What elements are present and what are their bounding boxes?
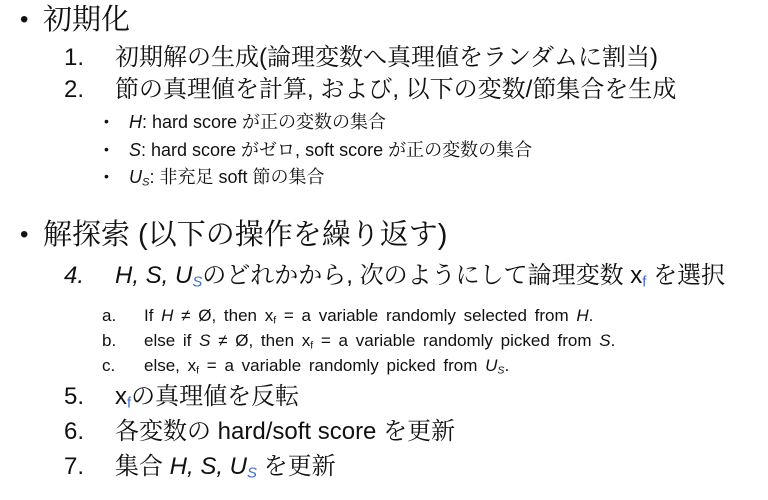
set-symbol: S [599, 331, 611, 350]
item-letter: c. [102, 356, 116, 375]
bullet-icon: • [20, 221, 29, 248]
variable-subscript: f [127, 395, 132, 412]
list-item-2 [64, 76, 676, 104]
item-text: : 非充足 soft 節の集合 [149, 167, 325, 187]
section-search-title-row [20, 219, 447, 252]
item-text: else, x [144, 356, 197, 375]
bullet-icon: • [20, 6, 29, 33]
list-item-4 [64, 262, 725, 291]
item-text: ≠ Ø, then x [210, 331, 311, 350]
item-text: を選択 [646, 262, 726, 289]
item-letter: b. [102, 331, 117, 350]
set-symbol: U [485, 356, 498, 375]
item-text: x [115, 383, 127, 410]
variable-subscript: f [273, 314, 277, 327]
variable-subscript: f [196, 364, 200, 377]
list-item-7 [64, 453, 336, 482]
item-text: : hard score がゼロ, soft score が正の変数の集合 [141, 140, 533, 160]
section-title: 解探索 (以下の操作を繰り返す) [43, 219, 448, 251]
item-text: If [144, 306, 162, 325]
set-symbols: H, S, U [169, 453, 248, 480]
variable-subscript: f [310, 339, 314, 352]
item-number: 7. [64, 453, 85, 480]
item-text: を更新 [256, 453, 336, 480]
set-symbol-subscript: S [497, 364, 505, 377]
item-number: 2. [64, 76, 85, 103]
bullet-icon: • [104, 168, 109, 184]
list-item-6 [64, 418, 455, 446]
item-number: 1. [64, 44, 85, 71]
sub-bullet-H [104, 112, 386, 133]
bullet-icon: • [104, 113, 109, 129]
item-text: の真理値を反転 [131, 383, 300, 410]
item-text: . [504, 356, 510, 375]
set-symbols: H, S, U [115, 262, 193, 289]
bullet-icon: • [104, 141, 109, 157]
item-text: 各変数の hard/soft score を更新 [115, 418, 456, 445]
sub-item-b [102, 331, 615, 351]
list-item-1 [64, 44, 658, 72]
item-number: 4. [64, 262, 85, 289]
sub-bullet-US [104, 167, 324, 189]
section-initialization-title-row [20, 4, 130, 37]
set-symbol-subscript: S [192, 274, 203, 291]
item-text: . [610, 331, 616, 350]
item-text: 集合 [115, 453, 170, 480]
section-title: 初期化 [43, 4, 131, 36]
item-text: : hard score が正の変数の集合 [142, 112, 387, 132]
set-symbol: S [129, 140, 142, 160]
variable-subscript: f [642, 274, 647, 291]
item-text: = a variable randomly picked from [199, 356, 486, 375]
set-symbol: H [576, 306, 589, 325]
item-text: else if [144, 331, 200, 350]
sub-item-c [102, 356, 509, 376]
sub-item-a [102, 306, 593, 326]
item-text: = a variable randomly selected from [276, 306, 577, 325]
item-letter: a. [102, 306, 117, 325]
set-symbol: H [161, 306, 174, 325]
item-text: のどれかから, 次のようにして論理変数 x [202, 262, 643, 289]
set-symbol-subscript: S [142, 176, 150, 189]
set-symbol: S [199, 331, 211, 350]
item-text: = a variable randomly picked from [313, 331, 600, 350]
set-symbol: U [129, 167, 142, 187]
item-text: . [588, 306, 594, 325]
item-text: 節の真理値を計算, および, 以下の変数/節集合を生成 [115, 76, 677, 103]
list-item-5 [64, 383, 299, 412]
item-text: ≠ Ø, then x [173, 306, 274, 325]
item-number: 5. [64, 383, 85, 410]
set-symbol-subscript: S [247, 465, 257, 482]
item-number: 6. [64, 418, 85, 445]
item-text: 初期解の生成(論理変数へ真理値をランダムに割当) [115, 44, 659, 71]
set-symbol: H [129, 112, 142, 132]
sub-bullet-S [104, 140, 532, 161]
